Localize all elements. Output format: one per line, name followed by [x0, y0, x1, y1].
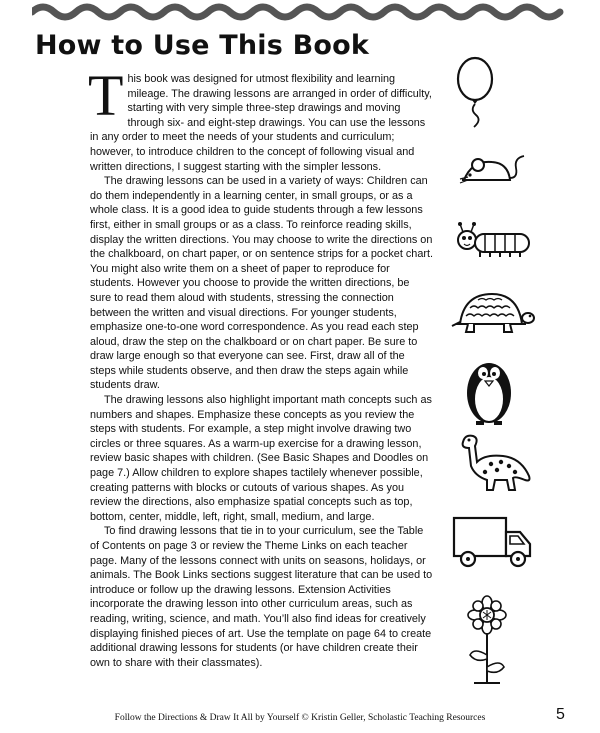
- flower-icon: [462, 595, 512, 687]
- truck-icon: [450, 512, 535, 572]
- paragraph-2: The drawing lessons can be used in a variety of ways: Children can do them independently in a learning center, in small groups, or as a whole class. It is a good idea to guide students through a few lessons first, either in small groups or as a class. To reinforce reading skills, display the written directions. You may choose to write the directions on the chalkboard, on chart paper, or on sentence strips for a pocket chart. You might also write them on a sheet of paper to reproduce for students. However you choose to provide the written directions, be sure to read them aloud with students, stressing the connection between the written and visual directions. For younger students, emphasize one-to-one word correspondence. As you read each step aloud, draw the step on the chalkboard or on chart paper. Be sure to draw large enough so that everyone can see. First, draw all of the steps while students observe, and then draw the steps again while students draw.: [90, 175, 433, 392]
- caterpillar-icon: [455, 220, 535, 268]
- drop-cap: T: [88, 63, 124, 128]
- paragraph-3: The drawing lessons also highlight important math concepts such as numbers and shapes. Emphasize these concepts as you review the steps with students. For example, a step might involve drawing two circles or three squares. As a warm-up exercise for a drawing lesson, review basic shapes with children. (See Basic Shapes and Doodles on page 7.) Allow children to explore shapes tactilely whenever possible, creating patterns with blocks or cutouts of various shapes. As you review the directions, also emphasize spatial concepts such as top, bottom, center, middle, left, right, small, medium, and large.: [90, 394, 432, 523]
- body-text: [88, 63, 433, 670]
- dinosaur-icon: [455, 432, 535, 500]
- penguin-icon: [462, 355, 517, 427]
- mouse-icon: [458, 150, 528, 192]
- wavy-border-decoration: [32, 0, 568, 24]
- paragraph-1: This book was designed for utmost flexibility and learning mileage. The drawing lessons are arranged in order of difficulty, starting with very simple three-step drawings and moving through six- and eight-step drawings. You can use the lessons in any order to meet the needs of your students and curriculum; however, to introduce children to the concept of following visual and written directions, I suggest starting with the simpler lessons.: [88, 63, 432, 173]
- page-title: How to Use This Book: [35, 30, 370, 61]
- turtle-icon: [450, 288, 535, 338]
- paragraph-4: To find drawing lessons that tie in to your curriculum, see the Table of Contents on page 3 or review the Theme Links on each teacher page. Many of the lessons connect with units on seasons, holidays, or animals. The Book Links sections suggest literature that can be used to introduce or follow up the drawing lessons. Extension Activities incorporate the drawing lesson into other curriculum areas, such as reading, writing, science, and math. You’ll also find ideas for creatively displaying finished pieces of art. Use the template on page 64 to create additional drawing lessons for students (or have children create their own to share with their classmates).: [90, 525, 433, 669]
- footer-credit: Follow the Directions & Draw It All by Yourself © Kristin Geller, Scholastic Teaching Resources: [114, 713, 486, 723]
- balloon-icon: [450, 55, 500, 130]
- page-number: 5: [556, 706, 565, 723]
